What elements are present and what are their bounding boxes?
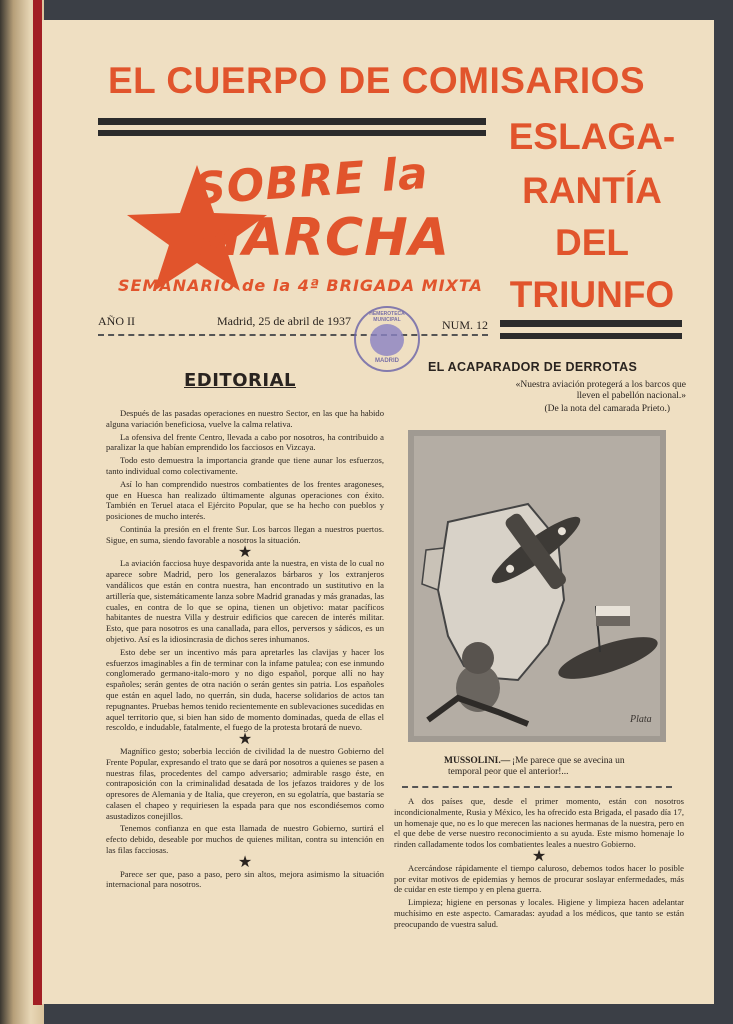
divider-bar xyxy=(500,333,682,339)
editorial-paragraph: Esto debe ser un incentivo más para apretarles las clavijas y hacer los esfuerzos imaginables a fin de terminar con la infame patulea; con ese inmundo conglomerado germano-italo-moro y no digo español, porque allí no hay españoles; serán gentes de otra nación o serán gentes sin patria. Los españoles que están en aquel lado, no querrán, sin duda, hacerse solidarios de actos tan repugnantes. Pruebas hemos tenido recientemente en sublevaciones sucedidas en aquel territorio que, si bien han sido de momento dominadas, queda de ellas el rescoldo, e indudable, fatalmente, el fuego de la protesta brotará de nuevo. xyxy=(106,646,385,733)
right-paragraph: Acercándose rápidamente el tiempo caluroso, debemos todos hacer lo posible por evitar motivos de epidemias y hemos de procurar soslayar enfermedades, más de cuidar en este tiempo y en plena guerra. xyxy=(394,862,684,895)
divider-bar xyxy=(500,320,682,327)
editorial-paragraph: Así lo han comprendido nuestros combatientes de los frentes aragoneses, que en Huesca han realizado últimamente algunas operaciones con éxito. También en Teruel ataca el Ejército Popular, que se ha hecho con pueblos y posiciones de mucho interés. xyxy=(106,478,384,522)
star-separator-icon: ★ xyxy=(237,731,253,749)
newspaper-page xyxy=(42,20,714,1004)
cartoon-quote-source: (De la nota del camarada Prieto.) xyxy=(544,404,670,414)
editorial-paragraph: La ofensiva del frente Centro, llevada a cabo por nosotros, ha contribuido a paralizar la que habían emprendido los facciosos en Vizcaya. xyxy=(106,431,384,453)
headline-line1: EL CUERPO DE COMISARIOS xyxy=(108,60,646,101)
editorial-paragraph: Tenemos confianza en que esta llamada de nuestro Gobierno, surtirá el efecto debido, deseable por muchos de quienes militan, contra su intención en las filas facciosas. xyxy=(106,823,384,856)
issue-date: Madrid, 25 de abril de 1937 xyxy=(217,314,351,328)
library-stamp xyxy=(354,306,420,372)
editorial-paragraph: Parece ser que, paso a paso, pero sin altos, mejora asimismo la situación internacional para nosotros. xyxy=(106,868,384,890)
headline-line4: DEL xyxy=(555,222,629,263)
cartoon-signature: Plata xyxy=(630,714,652,725)
editorial-heading: EDITORIAL xyxy=(184,370,296,391)
binding-edge xyxy=(33,0,42,1005)
star-separator-icon: ★ xyxy=(237,543,253,561)
cartoon-illustration xyxy=(408,430,666,742)
editorial-paragraph: Continúa la presión en el frente Sur. Los barcos llegan a nuestros puertos. Sigue, en suma, siendo favorable a nosotros la situación. xyxy=(106,523,384,545)
editorial-paragraph: Todo esto demuestra la importancia grande que tiene aunar los esfuerzos, tanto individual como colectivamente. xyxy=(106,455,384,476)
masthead-subtitle: SEMANARIO de la 4ª BRIGADA MIXTA xyxy=(118,276,483,295)
cartoon-quote: «Nuestra aviación protegerá a los barcos que lleven el pabellón nacional.» xyxy=(515,380,686,401)
right-column xyxy=(394,796,684,932)
issue-number: NUM. 12 xyxy=(442,318,489,332)
masthead-title-top: SOBRE la xyxy=(192,147,431,216)
stamp-text-bottom: MADRID xyxy=(375,358,399,364)
star-separator-icon: ★ xyxy=(531,847,547,865)
right-paragraph: Limpieza; higiene en personas y locales. Higiene y limpieza hacen adelantar muchísimo en este aspecto. Camaradas: ayudad a los médicos, que tanto se están preocupando de vuestra salud. xyxy=(394,897,684,929)
issue-divider xyxy=(98,334,488,336)
headline-line2: ESLAGA- xyxy=(508,116,676,157)
headline-line3: RANTÍA xyxy=(522,170,662,211)
stamp-text-top: HEMEROTECA MUNICIPAL xyxy=(369,311,405,323)
editorial-paragraph: La aviación facciosa huye despavorida ante la nuestra, en vista de lo cual no aparece sobre Madrid, pero los generalazos bárbaros y los extranjeros vandálicos que están en contra nuestra, han encontrado un sustitutivo en la artillería que, sistemáticamente lanza sobre Madrid granadas y más granadas, las cuales, en contra de lo que se opina, tienen un objetivo: matar pacíficos habitantes de nuestra Villa y destruir edificios que carecen de interés militar. Esto, que para nosotros es una canallada, para ellos, perversos y sádicos, es un objetivo. Así es la idiosincrasia de dichos seres inhumanos. xyxy=(106,558,384,644)
cartoon-heading: EL ACAPARADOR DE DERROTAS xyxy=(428,360,638,374)
divider-bar xyxy=(98,130,486,136)
star-separator-icon: ★ xyxy=(237,853,253,871)
caption-text: ¡Me parece que se avecina un temporal peor que el anterior!... xyxy=(448,756,625,777)
editorial-paragraph: Después de las pasadas operaciones en nuestro Sector, en las que ha habido alguna variación beneficiosa, vuelve la calma relativa. xyxy=(106,408,384,429)
caption-divider xyxy=(402,786,672,788)
stamp-center xyxy=(370,324,404,356)
divider-bar xyxy=(98,118,486,125)
editorial-paragraph: Magnífico gesto; soberbia lección de civilidad la de nuestro Gobierno del Frente Popular, expresando el trato que se dará por nosotros a quienes se pasen a nuestras filas, procedentes del campo adversario; admirable rasgo éste, en contraposición con la criminalidad desatada de los jefazos traidores y de los opresores de Alemania y de Italia, que creyeron, en su egolatría, que bastaría se calasen el chapeo y requiriesen la espada para que nos escondiésemos como asustadizos conejillos. xyxy=(106,745,384,821)
headline-line5: TRIUNFO xyxy=(509,274,675,315)
editorial-column xyxy=(106,408,384,892)
issue-year: AÑO II xyxy=(98,314,135,328)
masthead-title-bottom: MARCHA xyxy=(190,208,450,268)
caption-speaker: MUSSOLINI.— xyxy=(444,756,511,766)
right-paragraph: A dos países que, desde el primer momento, están con nosotros incondicionalmente, Rusia y México, les ha ofrecido esta Brigada, el pasado día 17, un homenaje que, no es lo que merecen las naciones hermanas de la nuestra, pero en el que debe de verse nuestro reconocimiento a su ayuda. Este mismo homenaje lo rinden calladamente todos los combatientes leales a nuestro Gobierno. xyxy=(394,796,684,850)
